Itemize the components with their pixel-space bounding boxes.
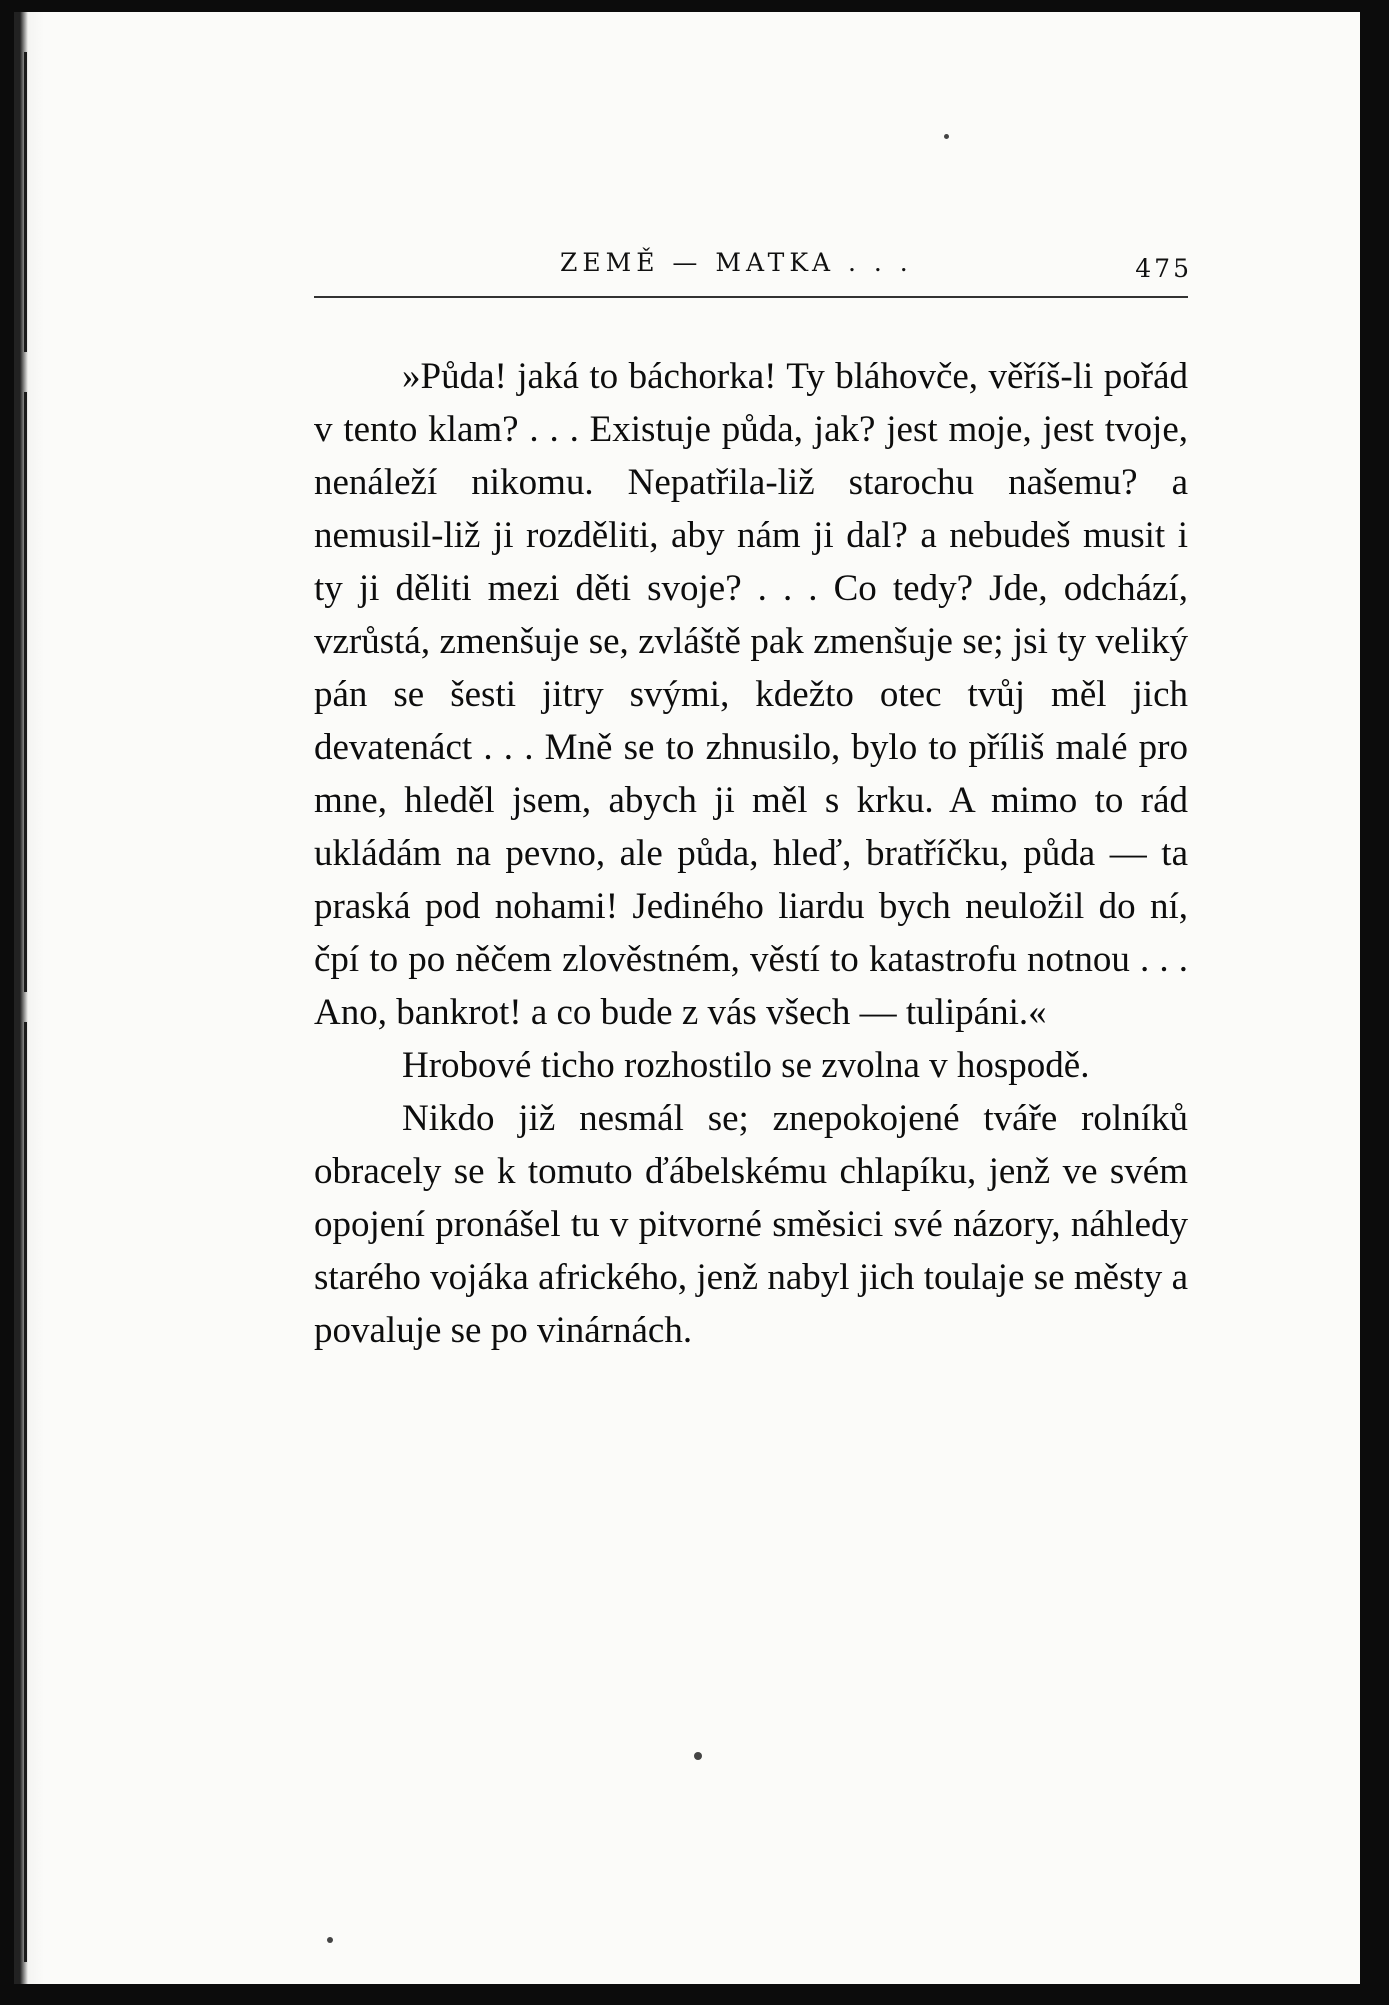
page-header [312,248,1192,288]
page-number: 475 [1135,254,1192,283]
ink-speck [694,1752,702,1760]
ink-speck [327,1937,333,1943]
paragraph: Hrobové ticho rozhostilo se zvolna v hospodě. [402,1045,1090,1086]
binding-mark [24,52,27,352]
paragraph: »Půda! jaká to báchorka! Ty bláhovče, věříš-li pořád v tento klam? . . . Existuje půda, jak? jest moje, jest tvoje, nenáleží nikomu. Nepatřila-liž starochu našemu? a nemusil-liž ji rozděliti, aby nám ji dal? a nebudeš musit i ty ji děliti mezi děti svoje? . . . Co tedy? Jde, odchází, vzrůstá, zmenšuje se, zvláště pak zmenšuje se; jsi ty veliký pán se šesti jitry svými, kdežto otec tvůj měl jich devatenáct . . . Mně se to zhnusilo, bylo to příliš malé pro mne, hleděl jsem, abych ji měl s krku. A mimo to rád ukládám na pevno, ale půda, hleď, bratříčku, půda — ta praská pod nohami! Jediného liardu bych neuložil do ní, čpí to po něčem zlověstném, věstí to katastrofu notnou . . . Ano, bankrot! a co bude z vás všech — tulipáni.« [314,356,1188,1033]
paragraph: Nikdo již nesmál se; znepokojené tváře rolníků obracely se k tomuto ďábelskému chlapíku, jenž ve svém opojení pronášel tu v pitvorné směsici své názory, náhledy starého vojáka afrického, jenž nabyl jich toulaje se městy a povaluje se po vinárnách. [314,1098,1188,1351]
binding-mark [24,1022,27,1962]
book-page [14,12,1360,1984]
body-text [314,350,1188,1357]
page-binding-shadow [14,12,44,1984]
header-rule [314,296,1188,298]
binding-mark [24,392,27,992]
ink-speck [944,134,949,139]
running-title: ZEMĚ — MATKA . . . [560,248,913,277]
